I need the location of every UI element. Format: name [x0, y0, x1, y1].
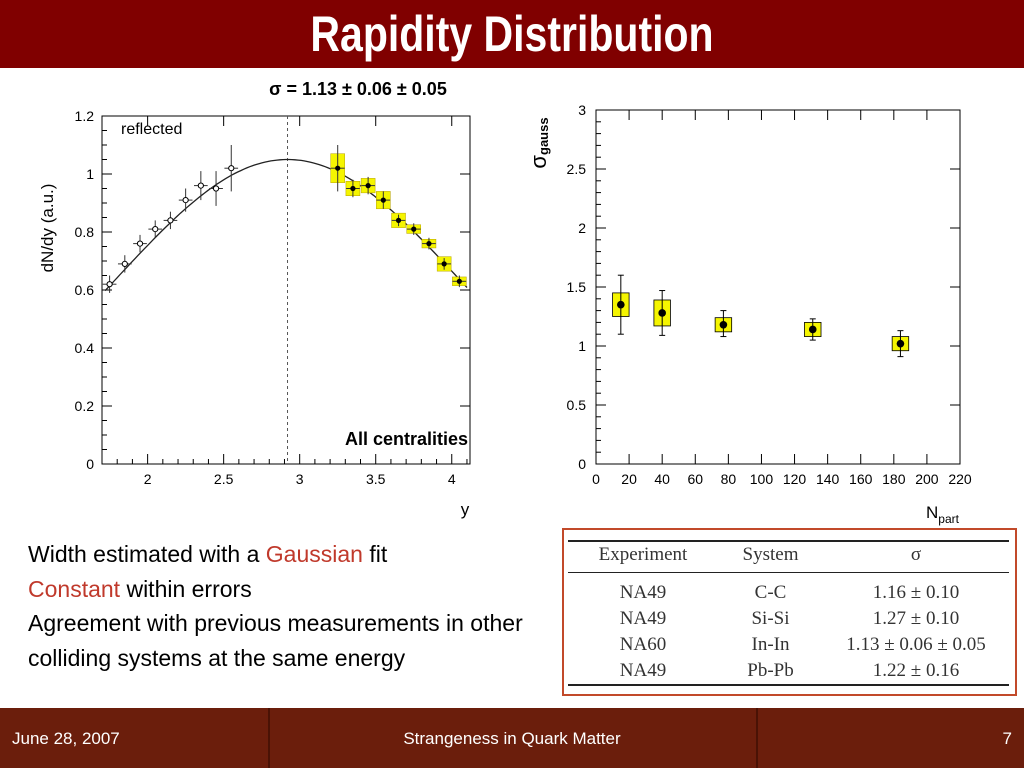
table-cell: NA49 [619, 608, 667, 629]
chart-title: σ = 1.13 ± 0.06 ± 0.05 [269, 79, 447, 99]
highlighted-text: Gaussian [265, 541, 363, 567]
data-point [346, 180, 360, 197]
table-header-cell: Experiment [568, 541, 718, 573]
x-axis-label: $N_{part}$ [926, 503, 959, 526]
filled-marker [335, 166, 340, 171]
x-tick-label: 100 [749, 471, 774, 487]
x-tick-label: 20 [621, 471, 637, 487]
open-marker [137, 241, 142, 246]
x-tick-label: 180 [882, 471, 906, 487]
open-marker [229, 166, 234, 171]
x-tick-label: 200 [915, 471, 939, 487]
bullet-item [28, 537, 548, 572]
filled-marker [897, 340, 905, 348]
y-tick-label: 2 [578, 220, 586, 236]
data-point [118, 255, 132, 272]
page-number: 7 [1002, 729, 1012, 748]
bullet-list [28, 537, 548, 675]
table-cell: NA49 [619, 582, 667, 603]
x-tick-label: 2.5 [213, 471, 234, 487]
table-header-cell: System [718, 541, 823, 573]
highlighted-text: Constant [28, 575, 121, 602]
data-point [179, 189, 193, 212]
y-tick-label: 0 [578, 456, 586, 472]
data-point [194, 171, 208, 200]
filled-marker [350, 186, 355, 191]
data-point [437, 257, 451, 272]
results-table [568, 540, 1009, 686]
open-marker [168, 218, 173, 223]
filled-marker [426, 241, 431, 246]
data-point [392, 213, 406, 228]
y-tick-label: 3 [578, 102, 586, 118]
data-point [804, 319, 821, 340]
filled-marker [617, 301, 625, 309]
data-point [407, 223, 421, 235]
table-header-row [568, 541, 1009, 573]
data-point [613, 275, 630, 334]
y-tick-label: 1.2 [74, 108, 94, 124]
x-tick-label: 4 [447, 471, 456, 487]
filled-marker [457, 279, 462, 284]
plot-frame [596, 110, 960, 464]
x-tick-label: 3.5 [365, 471, 386, 487]
footer-divider [756, 708, 758, 768]
bullet-text: within errors [120, 575, 252, 602]
x-tick-label: 40 [654, 471, 670, 487]
x-tick-label: 80 [720, 471, 737, 487]
table-cell: Si-Si [751, 608, 790, 629]
open-marker [198, 183, 203, 188]
data-point [892, 331, 909, 357]
data-points [103, 145, 467, 293]
table-cell: 1.16 ± 0.10 [872, 582, 960, 603]
filled-marker [442, 261, 447, 266]
table-row [568, 606, 1009, 632]
bullet-text: fit [362, 541, 388, 567]
data-point [422, 238, 436, 250]
y-tick-label: 0.4 [74, 340, 94, 356]
y-axis-label: dN/dy (a.u.) [38, 183, 57, 273]
y-tick-label: 0.8 [74, 224, 94, 240]
data-point [209, 171, 223, 206]
x-tick-label: 60 [687, 471, 704, 487]
table-cell: NA60 [619, 634, 667, 655]
x-tick-label: 2 [143, 471, 152, 487]
data-point [452, 276, 466, 288]
filled-marker [366, 183, 371, 188]
table-cell: 1.13 ± 0.06 ± 0.05 [846, 634, 986, 655]
reflected-label: reflected [121, 121, 183, 138]
filled-marker [381, 198, 386, 203]
filled-marker [396, 218, 401, 223]
footer-date: June 28, 2007 [12, 729, 120, 748]
data-point [331, 145, 345, 191]
open-marker [107, 282, 112, 287]
y-tick-label: 1.5 [566, 279, 586, 295]
table-cell: C-C [754, 582, 787, 603]
x-axis-label: y [460, 500, 470, 519]
bullet-text: Width estimated with a [28, 541, 266, 567]
x-tick-label: 160 [849, 471, 873, 487]
table-cell: 1.27 ± 0.10 [872, 608, 960, 629]
data-point [133, 235, 147, 252]
y-axis-label: σgauss [526, 117, 551, 169]
y-tick-label: 1 [578, 338, 586, 354]
filled-marker [658, 309, 666, 317]
table-cell: In-In [751, 634, 790, 655]
filled-marker [720, 321, 728, 329]
sigma-vs-npart-chart [500, 68, 1024, 528]
rapidity-chart [0, 68, 480, 528]
table-header-cell: σ [823, 541, 1009, 573]
y-tick-label: 0.5 [566, 397, 586, 413]
y-tick-label: 0.6 [74, 282, 94, 298]
all-centralities-label: All centralities [344, 429, 468, 449]
table-body [568, 573, 1009, 686]
data-point [376, 191, 390, 208]
y-tick-label: 0.2 [74, 398, 94, 414]
x-tick-label: 140 [815, 471, 840, 487]
data-points [613, 275, 909, 356]
data-point [654, 291, 671, 336]
x-tick-label: 0 [592, 471, 600, 487]
slide-title: Rapidity Distribution [310, 6, 714, 62]
bullet-text: Agreement with previous measurements in other colliding systems at the same energy [28, 610, 523, 671]
footer-bar [0, 708, 1024, 768]
bullet-item [28, 572, 548, 607]
y-tick-label: 0 [86, 456, 94, 472]
filled-marker [809, 326, 817, 334]
table-cell: Pb-Pb [718, 658, 823, 685]
x-tick-label: 120 [782, 471, 807, 487]
comparison-table [562, 528, 1017, 696]
x-tick-label: 220 [948, 471, 972, 487]
table-cell: NA49 [568, 658, 718, 685]
open-marker [213, 186, 218, 191]
table-row [568, 632, 1009, 658]
data-point [224, 145, 238, 191]
y-tick-label: 2.5 [566, 161, 586, 177]
bullet-item [28, 606, 548, 675]
filled-marker [411, 227, 416, 232]
open-marker [153, 227, 158, 232]
data-point [148, 220, 162, 237]
x-tick-label: 3 [295, 471, 304, 487]
y-tick-label: 1 [86, 166, 94, 182]
table-row [568, 658, 1009, 685]
open-marker [183, 198, 188, 203]
table-cell: 1.22 ± 0.16 [823, 658, 1009, 685]
data-point [715, 311, 732, 337]
footer-conference: Strangeness in Quark Matter [403, 729, 621, 748]
plot-frame [102, 116, 470, 464]
table-row [568, 573, 1009, 607]
data-point [361, 177, 375, 194]
open-marker [122, 261, 127, 266]
